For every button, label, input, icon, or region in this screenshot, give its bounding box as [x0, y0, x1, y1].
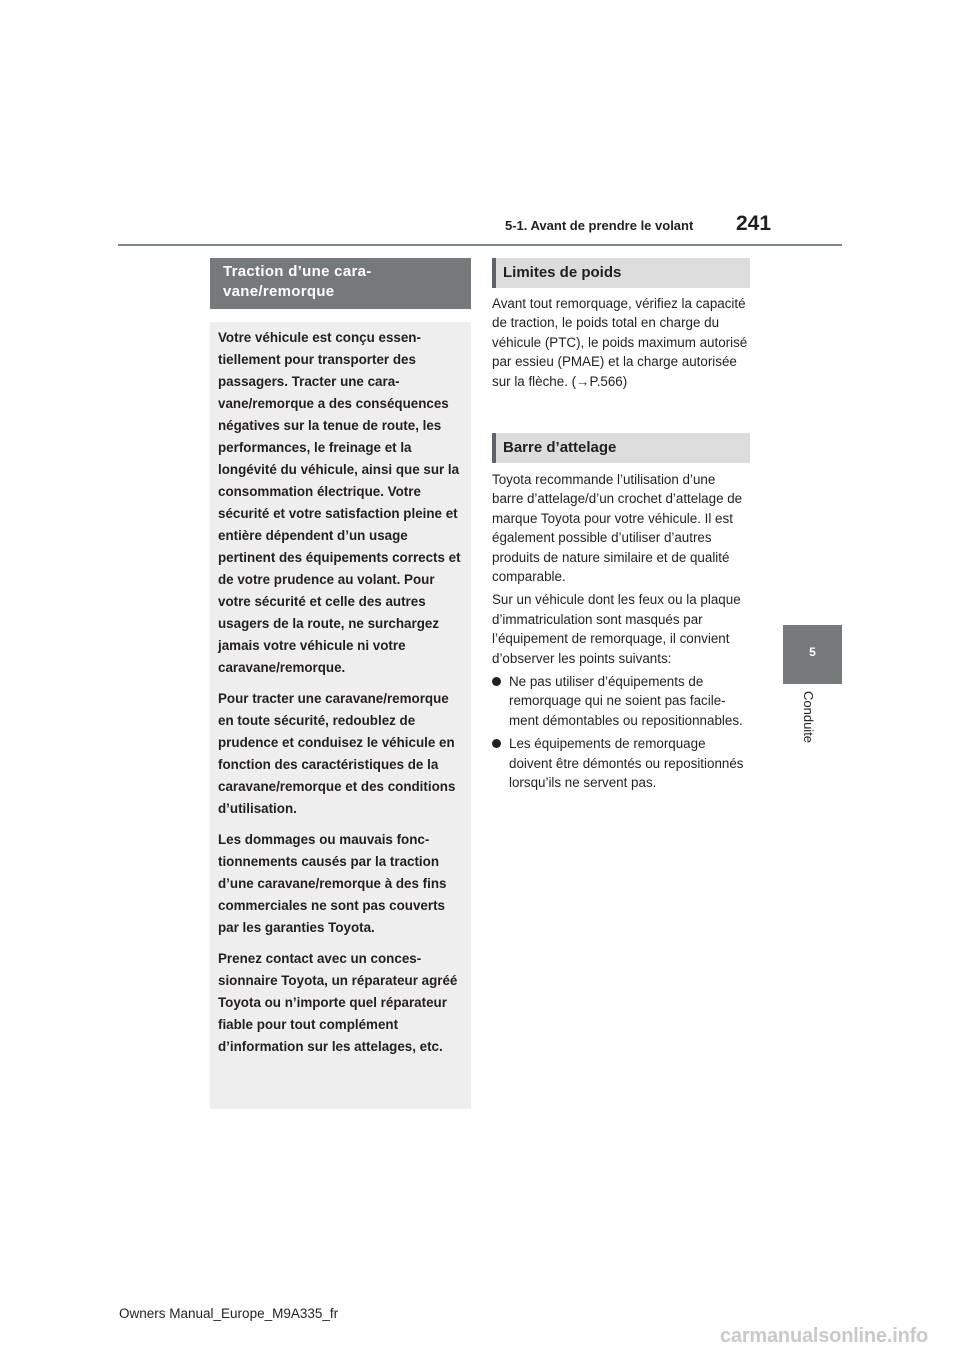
list-item-text: Ne pas utiliser d’équipements de remorquage qui ne soient pas facilement démontables ou repositionnables.: [509, 674, 743, 728]
page-number: 241: [736, 212, 772, 235]
limites-body: [492, 294, 750, 395]
caution-panel-body: [210, 322, 471, 1109]
caution-paragraph: Prenez contact avec un concessionnaire Toyota, un réparateur agréé Toyota ou n’importe quel réparateur fiable pour tout complément d’information sur les attelages, etc.: [218, 951, 458, 1054]
list-item: [492, 734, 750, 792]
body-paragraph: Toyota recommande l’utilisation d’une barre d’attelage/d’un crochet d’attelage de marque Toyota pour votre véhicule. Il est également possible d’utiliser d’autres produits de nature similaire et de qualité comparable.: [492, 472, 743, 585]
section-heading-text: Limites de poids: [503, 264, 622, 281]
caution-paragraph: Les dommages ou mauvais fonctionnements causés par la traction d’une caravane/remorque à des fins commerciales ne sont pas couverts par les garanties Toyota.: [218, 832, 447, 935]
heading-accent-bar: [492, 433, 496, 463]
chapter-number: 5: [809, 645, 816, 659]
caution-paragraph: Votre véhicule est conçu essentiellement pour transporter des passagers. Tracter une caravane/remorque a des conséquences négatives sur la tenue de route, les performances, le freinage et la longévité du véhicule, ainsi que sur la consommation électrique. Votre sécurité et votre satisfaction pleine et entière dépendent d’un usage pertinent des équipements corrects et de votre prudence au volant. Pour votre sécurité et celle des autres usagers de la route, ne surchargez jamais votre véhicule ni votre caravane/remorque.: [218, 330, 461, 675]
bullet-icon: [492, 677, 501, 686]
caution-panel-title: [223, 262, 463, 302]
caution-panel-title-line: vane/remorque: [223, 283, 335, 300]
section-heading-barre: [492, 433, 750, 463]
list-item: [492, 672, 750, 730]
chapter-label: Conduite: [801, 691, 816, 744]
caution-paragraph: Pour tracter une caravane/remorque en toute sécurité, redoublez de prudence et conduisez le véhicule en fonction des caractéristiques de la caravane/remorque et des conditions d’utilisation.: [218, 691, 456, 816]
body-paragraph: Avant tout remorquage, vérifiez la capacité de traction, le poids total en charge du véhicule (PTC), le poids maximum autorisé par essieu (PMAE) et la charge autorisée sur la flèche. (→P.566): [492, 296, 748, 389]
section-heading-limites: [492, 258, 750, 288]
chapter-tab: [783, 625, 842, 684]
section-reference: 5-1. Avant de prendre le volant: [505, 218, 694, 233]
footer-document-id: Owners Manual_Europe_M9A335_fr: [119, 1306, 339, 1321]
header-divider: [118, 244, 842, 246]
caution-panel-title-bar: [210, 258, 471, 309]
watermark: carmanualsonline.info: [720, 1325, 929, 1347]
bullet-list: [492, 672, 750, 792]
body-paragraph: Sur un véhicule dont les feux ou la plaque d’immatriculation sont masqués par l’équipement de remorquage, il convient d’observer les points suivants:: [492, 592, 741, 666]
caution-panel-title-line: Traction d’une cara-: [223, 263, 372, 280]
heading-accent-bar: [492, 258, 496, 288]
list-item-text: Les équipements de remorquage doivent être démontés ou repositionnés lorsqu’ils ne servent pas.: [509, 736, 744, 791]
bullet-icon: [492, 739, 501, 748]
section-heading-text: Barre d’attelage: [503, 439, 617, 456]
caution-panel: [210, 258, 471, 1109]
barre-body: [492, 470, 750, 797]
